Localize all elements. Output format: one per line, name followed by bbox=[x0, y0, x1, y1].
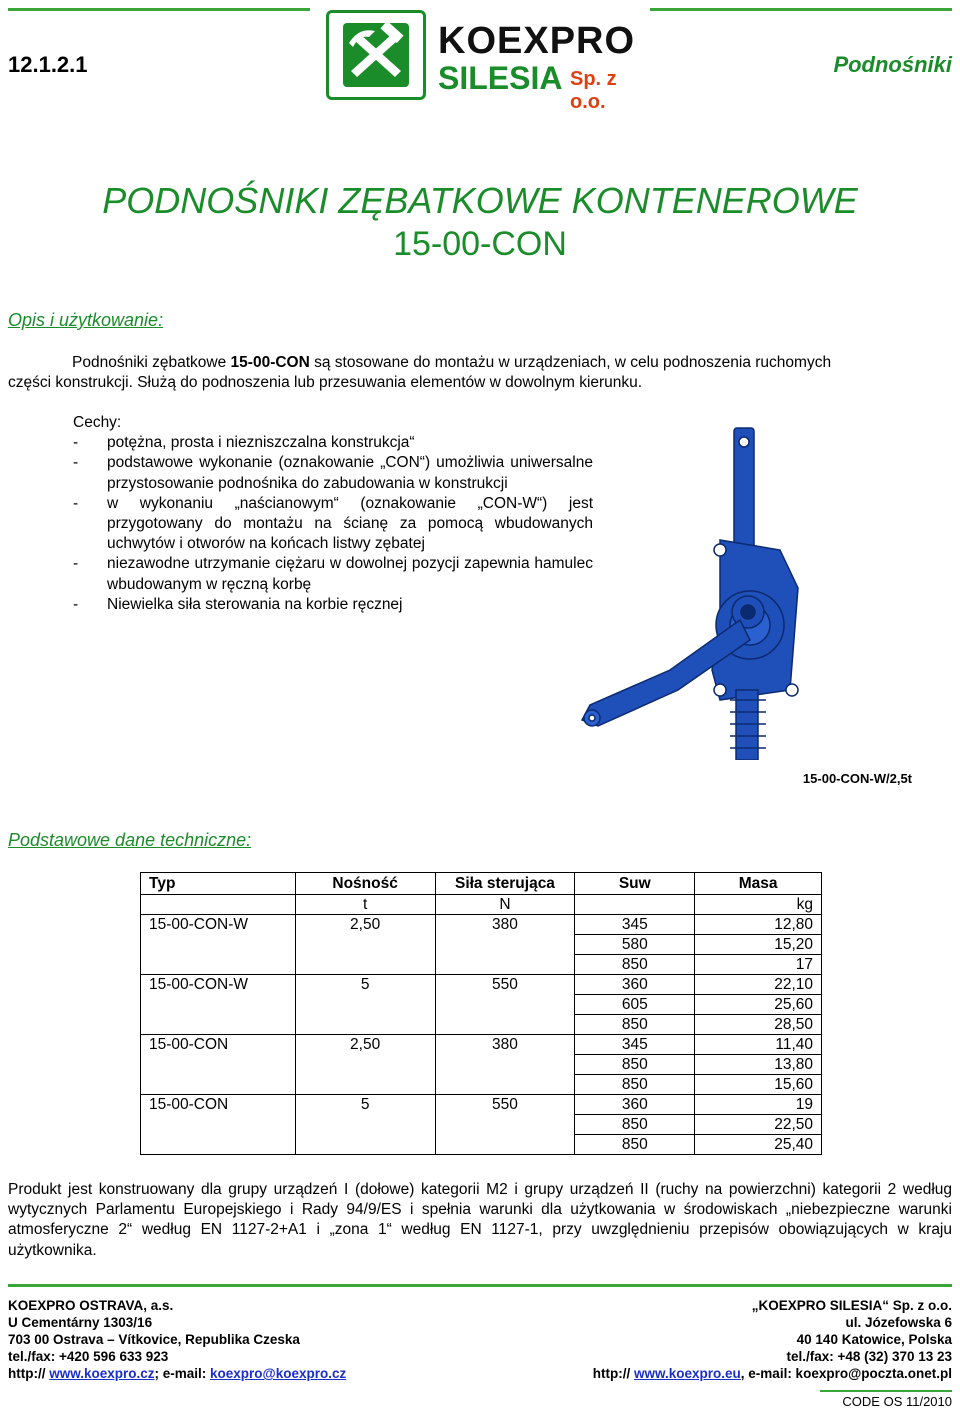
table-row bbox=[141, 975, 822, 995]
footer-left-company: KOEXPRO OSTRAVA, a.s. bbox=[8, 1298, 174, 1313]
table-cell bbox=[141, 1135, 296, 1155]
table-cell: 15-00-CON-W bbox=[141, 915, 296, 935]
table-cell bbox=[295, 1135, 435, 1155]
table-cell: 5 bbox=[295, 1095, 435, 1115]
table-cell bbox=[435, 935, 575, 955]
col-typ: Typ bbox=[141, 873, 296, 895]
table-row bbox=[141, 935, 822, 955]
footer-line bbox=[8, 1284, 952, 1287]
table-cell bbox=[295, 995, 435, 1015]
col-suw: Suw bbox=[575, 873, 695, 895]
table-cell bbox=[435, 995, 575, 1015]
table-cell: 22,10 bbox=[695, 975, 822, 995]
table-cell bbox=[435, 1115, 575, 1135]
description-line1: Podnośniki zębatkowe 15-00-CON są stosowane do montażu w urządzeniach, w celu podnoszenia ruchomych bbox=[72, 354, 832, 371]
description-heading: Opis i użytkowanie: bbox=[8, 310, 164, 330]
table-cell: 17 bbox=[695, 955, 822, 975]
document-code: CODE OS 11/2010 bbox=[842, 1394, 952, 1409]
table-row bbox=[141, 1055, 822, 1075]
footer-right bbox=[593, 1297, 952, 1382]
table-cell bbox=[295, 1055, 435, 1075]
spec-table bbox=[140, 872, 822, 1155]
header-line-right bbox=[650, 8, 952, 11]
table-cell bbox=[141, 1075, 296, 1095]
table-row bbox=[141, 995, 822, 1015]
table-cell bbox=[141, 1055, 296, 1075]
footer-right-company: „KOEXPRO SILESIA“ Sp. z o.o. bbox=[751, 1298, 952, 1313]
table-cell: 15-00-CON-W bbox=[141, 975, 296, 995]
table-cell: 550 bbox=[435, 1095, 575, 1115]
table-cell bbox=[141, 1115, 296, 1135]
tech-heading: Podstawowe dane techniczne: bbox=[8, 830, 252, 850]
table-row bbox=[141, 1095, 822, 1115]
table-cell bbox=[295, 1015, 435, 1035]
table-cell: 360 bbox=[575, 975, 695, 995]
table-cell: 380 bbox=[435, 915, 575, 935]
page-title: PODNOŚNIKI ZĘBATKOWE KONTENEROWE bbox=[102, 180, 858, 221]
table-body bbox=[141, 915, 822, 1155]
table-row bbox=[141, 955, 822, 975]
footer-right-city: 40 140 Katowice, Polska bbox=[796, 1332, 952, 1347]
footer-left-contact: http:// www.koexpro.cz; e-mail: koexpro@koexpro.cz bbox=[8, 1366, 347, 1381]
feature-item: - podstawowe wykonanie (oznakowanie „CON“) umożliwia uniwersalne przystosowanie podnośnika do zabudowania w konstrukcji bbox=[73, 454, 593, 492]
features-list bbox=[73, 413, 593, 615]
product-code: 15-00-CON bbox=[230, 354, 310, 371]
email-link-cz[interactable]: koexpro@koexpro.cz bbox=[210, 1366, 347, 1381]
table-cell bbox=[141, 955, 296, 975]
table-cell: 345 bbox=[575, 915, 695, 935]
table-row bbox=[141, 1035, 822, 1055]
footer-left-city: 703 00 Ostrava – Vítkovice, Republika Czeska bbox=[8, 1332, 300, 1347]
logo-text-koexpro: KOEXPRO bbox=[438, 20, 636, 62]
table-cell: 25,60 bbox=[695, 995, 822, 1015]
logo-emblem bbox=[326, 10, 426, 100]
feature-item: - potężna, prosta i niezniszczalna konstrukcja“ bbox=[73, 434, 415, 452]
table-cell: 2,50 bbox=[295, 1035, 435, 1055]
footer-left-phone: tel./fax: +420 596 633 923 bbox=[8, 1349, 169, 1364]
table-cell: 605 bbox=[575, 995, 695, 1015]
table-cell bbox=[141, 1015, 296, 1035]
feature-item: - niezawodne utrzymanie ciężaru w dowolnej pozycji zapewnia hamulec wbudowanym w ręczną korbę bbox=[73, 555, 593, 593]
table-cell: 850 bbox=[575, 1015, 695, 1035]
table-cell bbox=[435, 1075, 575, 1095]
description-line2: części konstrukcji. Służą do podnoszenia lub przesuwania elementów w dowolnym kierunku. bbox=[8, 374, 643, 391]
table-cell bbox=[141, 935, 296, 955]
table-units-row: t N kg bbox=[141, 895, 822, 915]
table-cell bbox=[435, 955, 575, 975]
rack-jack-image bbox=[570, 420, 810, 760]
table-cell bbox=[141, 995, 296, 1015]
header-line-left bbox=[8, 8, 310, 11]
section-number: 12.1.2.1 bbox=[8, 52, 88, 77]
table-cell: 28,50 bbox=[695, 1015, 822, 1035]
footer-left bbox=[8, 1297, 346, 1382]
website-link-eu[interactable]: www.koexpro.eu bbox=[634, 1366, 741, 1381]
table-cell: 850 bbox=[575, 955, 695, 975]
logo-text-spzoo: Sp. z o.o. bbox=[570, 68, 617, 113]
website-link-cz[interactable]: www.koexpro.cz bbox=[49, 1366, 155, 1381]
table-cell: 15,60 bbox=[695, 1075, 822, 1095]
footer-right-phone: tel./fax: +48 (32) 370 13 23 bbox=[786, 1349, 952, 1364]
logo-text-silesia: SILESIA bbox=[438, 60, 563, 96]
table-cell: 580 bbox=[575, 935, 695, 955]
table-cell: 2,50 bbox=[295, 915, 435, 935]
table-cell: 5 bbox=[295, 975, 435, 995]
table-cell bbox=[435, 1135, 575, 1155]
table-cell bbox=[295, 955, 435, 975]
table-cell: 550 bbox=[435, 975, 575, 995]
footer-right-street: ul. Józefowska 6 bbox=[845, 1315, 952, 1330]
table-cell bbox=[295, 1115, 435, 1135]
col-masa: Masa bbox=[695, 873, 822, 895]
table-cell: 380 bbox=[435, 1035, 575, 1055]
table-cell: 850 bbox=[575, 1135, 695, 1155]
table-cell bbox=[295, 1075, 435, 1095]
table-cell: 25,40 bbox=[695, 1135, 822, 1155]
col-nosnosc: Nośność bbox=[295, 873, 435, 895]
code-line bbox=[820, 1390, 952, 1392]
footer-left-street: U Cementárny 1303/16 bbox=[8, 1315, 153, 1330]
table-cell: 12,80 bbox=[695, 915, 822, 935]
table-cell: 850 bbox=[575, 1055, 695, 1075]
hammer-pick-icon bbox=[329, 13, 423, 97]
footer-right-contact: http:// www.koexpro.eu, e-mail: koexpro@poczta.onet.pl bbox=[592, 1366, 952, 1381]
section-name: Podnośniki bbox=[833, 52, 952, 77]
table-cell: 19 bbox=[695, 1095, 822, 1115]
col-sila: Siła sterująca bbox=[435, 873, 575, 895]
table-cell: 850 bbox=[575, 1075, 695, 1095]
page-subtitle: 15-00-CON bbox=[393, 225, 567, 263]
table-cell bbox=[435, 1015, 575, 1035]
table-row bbox=[141, 1015, 822, 1035]
table-cell: 15-00-CON bbox=[141, 1035, 296, 1055]
table-row bbox=[141, 915, 822, 935]
features-heading: Cechy: bbox=[73, 414, 122, 431]
table-header-row bbox=[141, 873, 822, 895]
table-cell bbox=[295, 935, 435, 955]
table-cell: 15,20 bbox=[695, 935, 822, 955]
table-cell: 360 bbox=[575, 1095, 695, 1115]
table-cell: 22,50 bbox=[695, 1115, 822, 1135]
table-cell: 345 bbox=[575, 1035, 695, 1055]
table-cell: 11,40 bbox=[695, 1035, 822, 1055]
table-cell: 15-00-CON bbox=[141, 1095, 296, 1115]
feature-item: - w wykonaniu „naścianowym“ (oznakowanie „CON-W“) jest przygotowany do montażu na ścianę za pomocą wbudowanych uchwytów i otworów na końcach listwy zębatej bbox=[73, 494, 593, 553]
image-caption: 15-00-CON-W/2,5t bbox=[802, 771, 912, 786]
table-row bbox=[141, 1075, 822, 1095]
table-cell bbox=[435, 1055, 575, 1075]
company-logo bbox=[326, 10, 636, 113]
table-row bbox=[141, 1115, 822, 1135]
feature-item: - Niewielka siła sterowania na korbie ręcznej bbox=[73, 595, 403, 613]
table-cell: 13,80 bbox=[695, 1055, 822, 1075]
certification-notice: Produkt jest konstruowany dla grupy urządzeń I (dołowe) kategorii M2 i grupy urządzeń II (ruchy na powierzchni) kategorii 2 według wytycznych Parlamentu Europejskiego i Rady 94/9/ES i spełnia warunki dla użytkowania w środowiskach „niebezpieczne warunki atmosferyczne 2“ według EN 1127-2+A1 i „zona 1“ według EN 1127-1, przy uwzględnieniu przepisów obowiązujących w kraju użytkownika. bbox=[8, 1181, 952, 1259]
table-cell: 850 bbox=[575, 1115, 695, 1135]
table-row bbox=[141, 1135, 822, 1155]
